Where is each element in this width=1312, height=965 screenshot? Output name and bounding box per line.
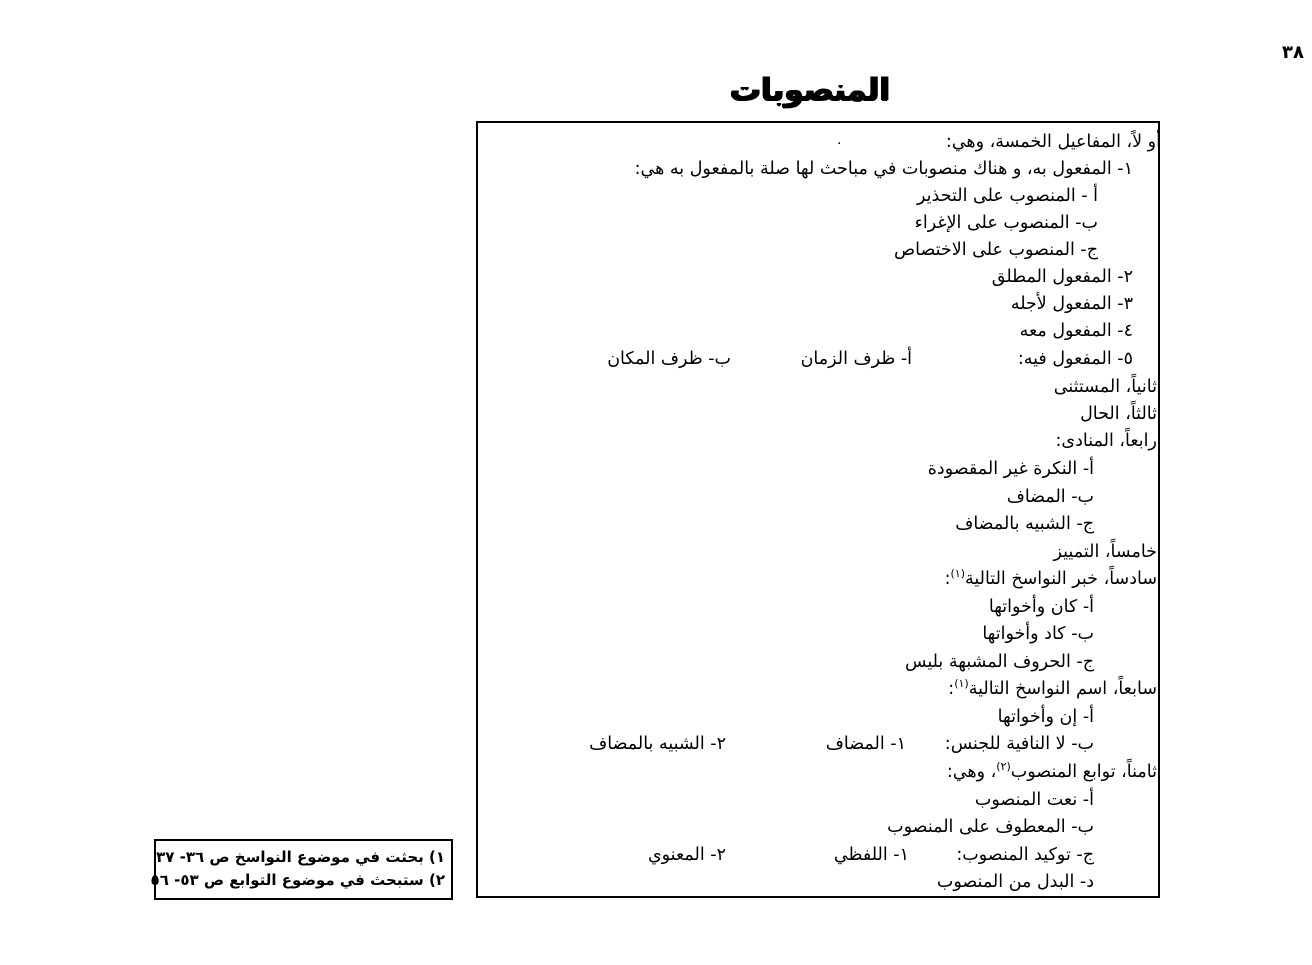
follower-item-c: ج- توكيد المنصوب: <box>956 845 1094 865</box>
subject-item-b-1: ١- المضاف <box>825 734 906 754</box>
item-5-row <box>0 347 1312 371</box>
subject-item-b: ب- لا النافية للجنس: <box>944 734 1094 754</box>
section-8-suffix: ، وهي: <box>946 762 997 782</box>
subject-item-a: أ- إن وأخواتها <box>997 707 1094 727</box>
predicate-item-c: ج- الحروف المشبهة بليس <box>905 652 1094 672</box>
follower-item-c-1: ١- اللفظي <box>833 845 909 865</box>
section-5-heading: خامساً، التمييز <box>1053 542 1157 562</box>
sub-item-place-adverb: ب- ظرف المكان <box>607 349 731 369</box>
section-8-heading <box>947 760 1157 784</box>
item-4-accompaniment-object: ٤- المفعول معه <box>1019 321 1133 341</box>
footnote-1: ١) بحثت في موضوع النواسخ ص ٣٦- ٣٧ <box>156 848 445 866</box>
item-2-absolute-object: ٢- المفعول المطلق <box>991 267 1133 287</box>
page-title: المنصوبات <box>729 72 890 108</box>
follower-item-c-2: ٢- المعنوي <box>647 845 726 865</box>
section-4-heading: رابعاً، المنادى: <box>1055 431 1157 451</box>
vocative-item-b: ب- المضاف <box>1006 487 1094 507</box>
footnote-2: ٢) ستبحث في موضوع التوابع ص ٥٣- ٥٦ <box>150 871 445 889</box>
predicate-item-a: أ- كان وأخواتها <box>988 597 1094 617</box>
footnote-ref-1: (١) <box>950 567 965 581</box>
item-1-direct-object: ١- المفعول به، و هناك منصوبات في مباحث لها صلة بالمفعول به هي: <box>634 159 1133 179</box>
section-8-text: ثامناً، توابع المنصوب <box>1010 762 1157 782</box>
section-7-heading <box>948 677 1157 701</box>
sub-item-warning: أ - المنصوب على التحذير <box>916 186 1098 206</box>
stray-dot: . <box>837 132 842 148</box>
section-7-text: سابعاً، اسم النواسخ التالية <box>968 679 1157 699</box>
subject-item-b-row <box>0 732 1312 756</box>
item-5-adverbial: ٥- المفعول فيه: <box>1017 349 1133 369</box>
section-1-heading: أو لاً، المفاعيل الخمسة، وهي: <box>945 132 1161 152</box>
sub-item-incitement: ب- المنصوب على الإغراء <box>914 213 1098 233</box>
follower-item-b: ب- المعطوف على المنصوب <box>887 817 1094 837</box>
follower-item-a: أ- نعت المنصوب <box>974 790 1094 810</box>
section-3-heading: ثالثاً، الحال <box>1080 404 1157 424</box>
follower-item-d: د- البدل من المنصوب <box>936 872 1094 892</box>
section-2-heading: ثانياً، المستثنى <box>1053 377 1157 397</box>
footnotes-box <box>150 839 453 900</box>
item-3-object-of-purpose: ٣- المفعول لأجله <box>1010 294 1133 314</box>
vocative-item-c: ج- الشبيه بالمضاف <box>955 514 1094 534</box>
vocative-item-a: أ- النكرة غير المقصودة <box>927 459 1094 479</box>
page-number: ٣٨ <box>1282 42 1304 63</box>
predicate-item-b: ب- كاد وأخواتها <box>982 624 1094 644</box>
section-6-colon: : <box>944 569 951 589</box>
section-7-colon: : <box>948 679 955 699</box>
section-6-heading <box>945 567 1157 591</box>
sub-item-time-adverb: أ- ظرف الزمان <box>800 349 912 369</box>
footnote-ref-2: (٢) <box>996 760 1011 774</box>
subject-item-b-2: ٢- الشبيه بالمضاف <box>589 734 726 754</box>
footnote-ref-1b: (١) <box>954 677 969 691</box>
sub-item-specification: ج- المنصوب على الاختصاص <box>893 240 1098 260</box>
section-6-text: سادساً، خبر النواسخ التالية <box>964 569 1157 589</box>
